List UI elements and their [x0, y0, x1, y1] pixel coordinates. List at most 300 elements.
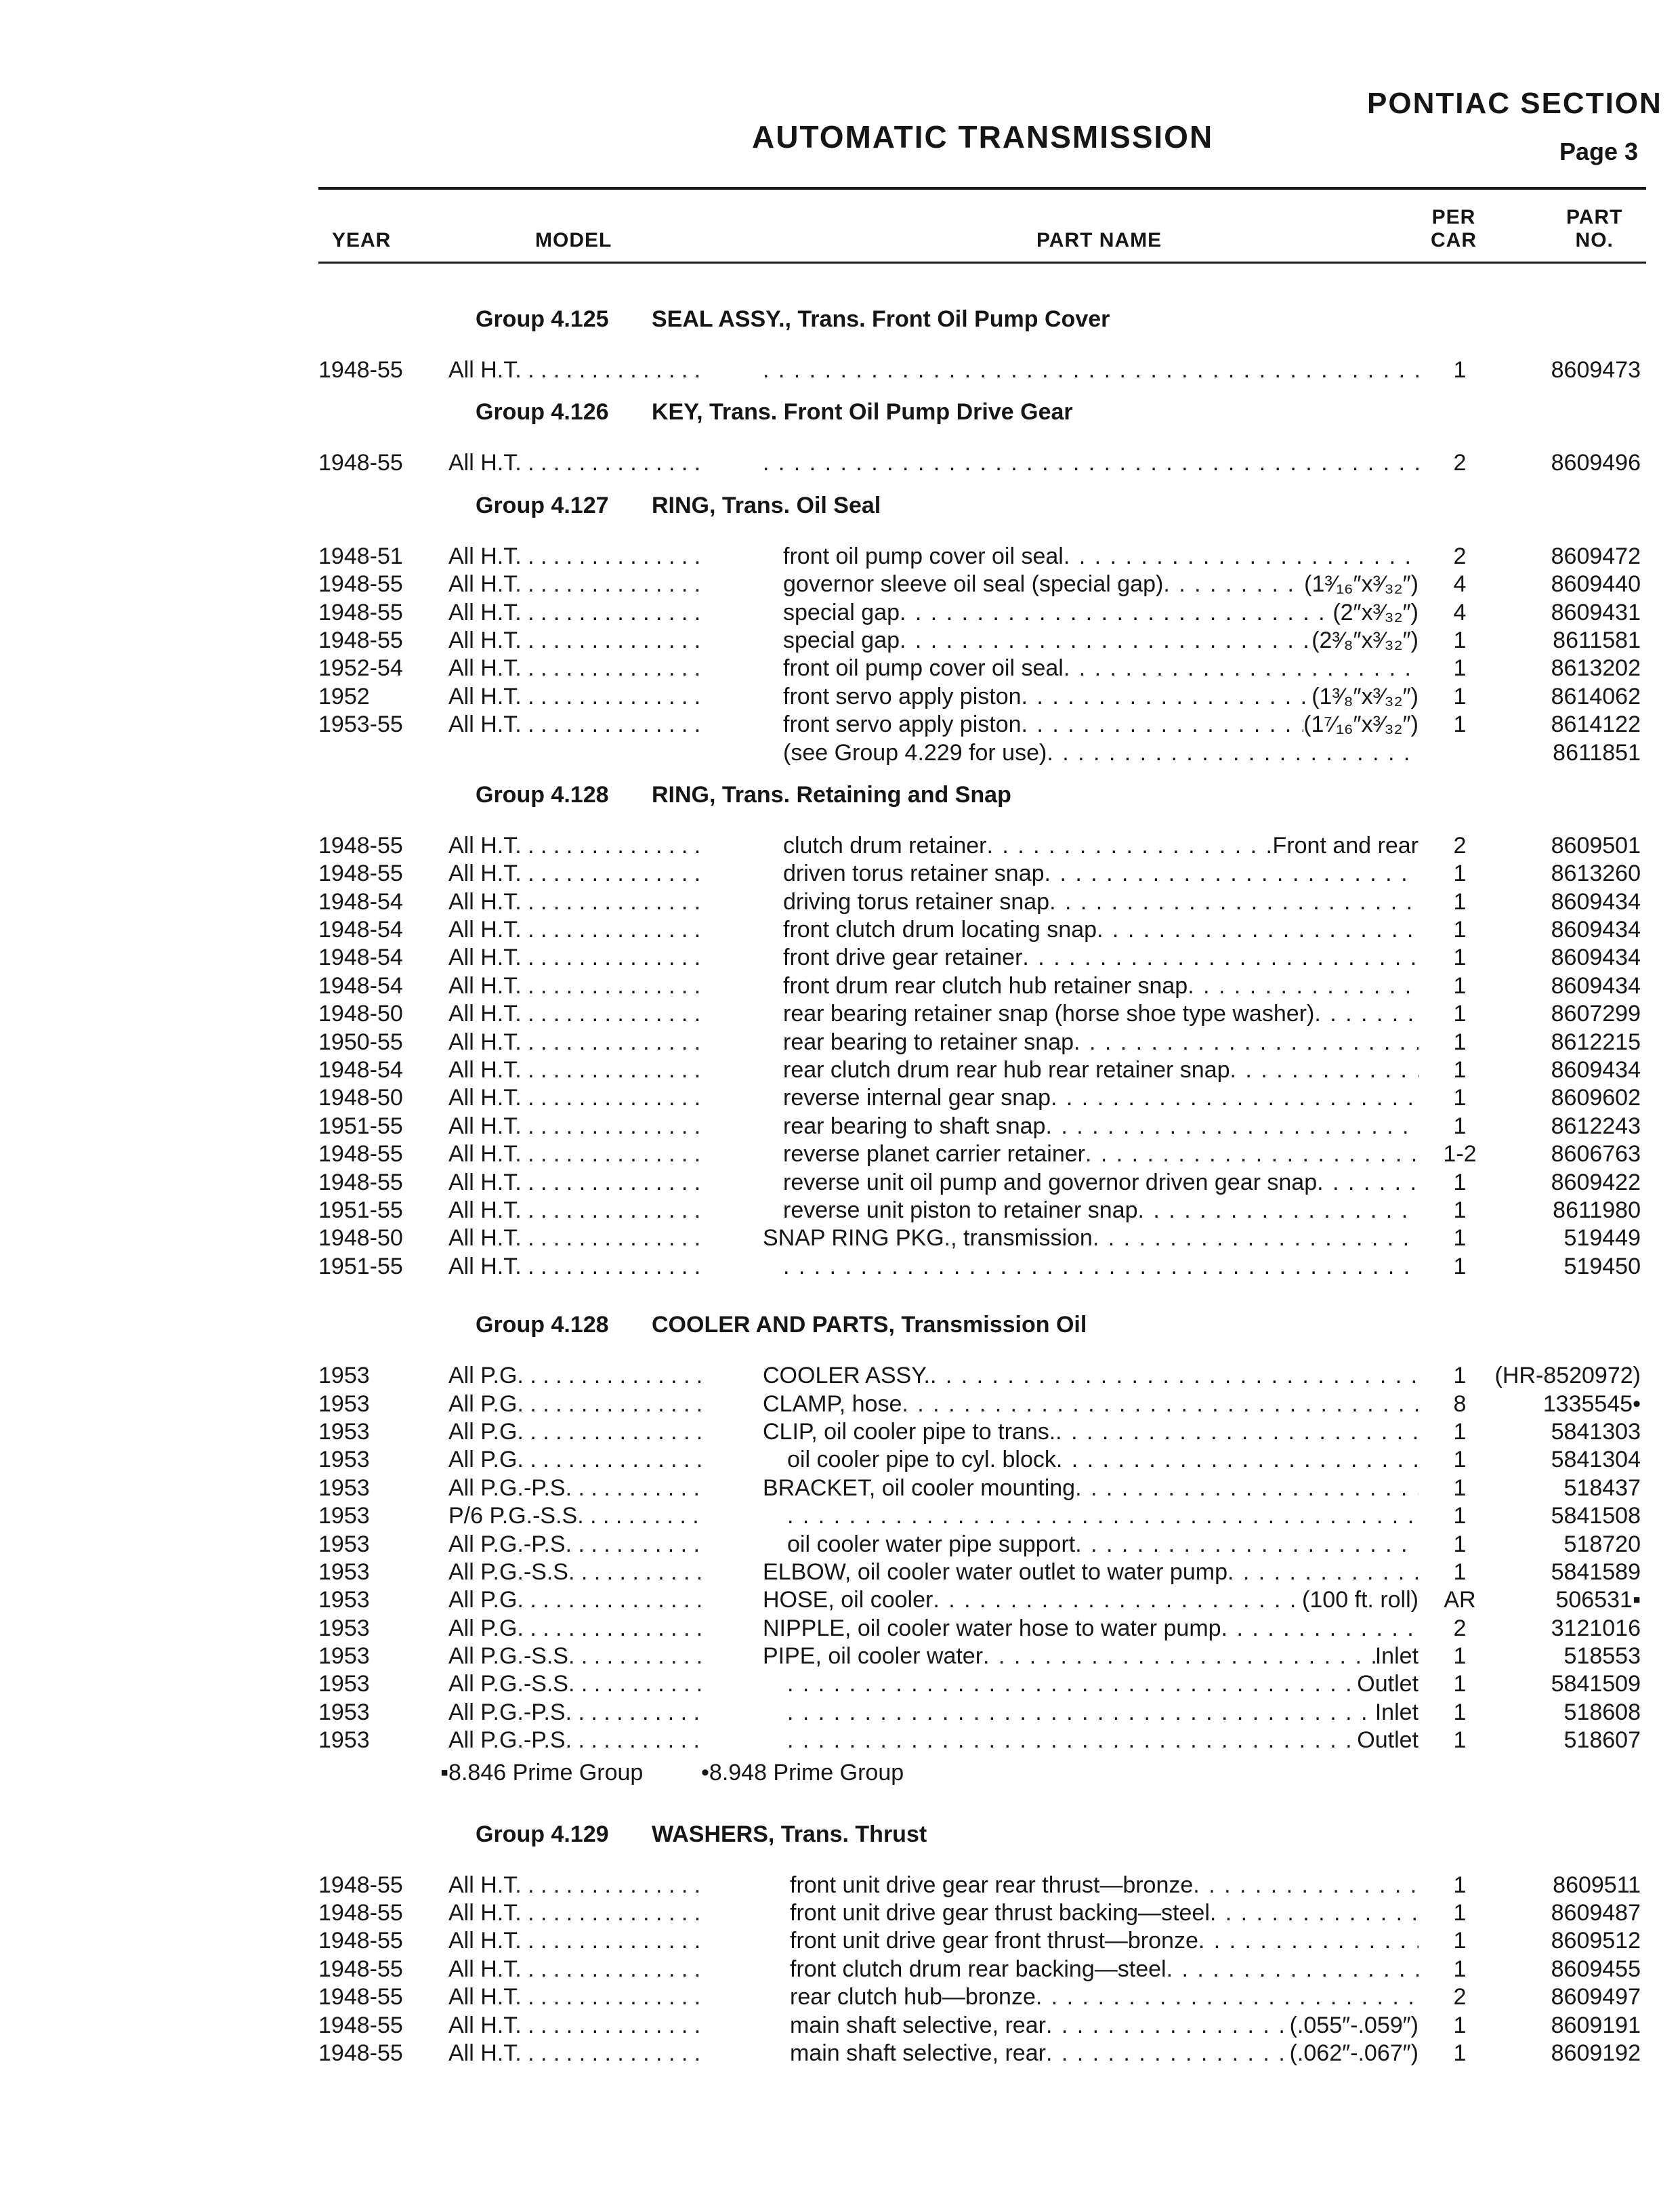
per-car-cell: 2 — [1453, 1984, 1467, 2010]
dot-leader — [1163, 571, 1304, 598]
part-number-cell: 8614122 — [1551, 711, 1641, 738]
indent — [763, 739, 783, 767]
per-car-cell: 1 — [1453, 1085, 1467, 1111]
indent — [763, 543, 783, 571]
per-car-cell: 2 — [1453, 450, 1467, 476]
part-spec: Inlet — [1374, 1643, 1419, 1670]
indent — [763, 1253, 783, 1281]
part-number-cell: 8609487 — [1551, 1900, 1641, 1926]
part-name-cell — [763, 1643, 1419, 1670]
part-name-cell — [763, 860, 1419, 888]
dot-leader — [1022, 683, 1312, 711]
year-cell: 1953 — [318, 1474, 370, 1501]
model-cell: All H.T. . . . — [448, 543, 700, 571]
model-cell: All H.T. . . . — [448, 1224, 700, 1252]
year-cell: 1948-55 — [318, 571, 403, 598]
dot-leader — [1317, 1169, 1419, 1197]
year-cell: 1953 — [318, 1447, 370, 1473]
dot-leader — [1046, 2040, 1290, 2067]
group-name: RING, Trans. Oil Seal — [652, 492, 881, 518]
part-number-cell: 8611980 — [1553, 1197, 1641, 1223]
part-number-cell: 8612215 — [1551, 1029, 1641, 1055]
dot-leader — [1075, 1531, 1419, 1559]
page-title: AUTOMATIC TRANSMISSION — [752, 119, 1214, 154]
indent — [763, 860, 783, 888]
model-cell: All H.T. . . . — [448, 1029, 700, 1056]
per-car-cell: 1 — [1453, 1559, 1467, 1585]
part-name-cell — [763, 599, 1419, 627]
header-rule-bottom — [318, 262, 1646, 264]
table-row — [0, 1056, 1680, 1084]
year-cell: 1948-54 — [318, 972, 403, 999]
year-cell: 1953 — [318, 1559, 370, 1585]
model-cell: All P.G.-P.S. . . . — [448, 1531, 700, 1559]
model-cell: All P.G.-P.S. . . . — [448, 1727, 700, 1754]
model-cell: All H.T. . . . — [448, 1084, 700, 1112]
group-number: Group 4.127 — [476, 492, 609, 518]
dot-leader — [1045, 860, 1419, 888]
part-description: rear bearing retainer snap (horse shoe type washer) — [783, 1001, 1315, 1027]
parts-list — [0, 291, 1680, 2067]
part-description: clutch drum retainer — [783, 832, 987, 859]
part-number-cell: 8609422 — [1551, 1169, 1641, 1195]
table-row — [0, 888, 1680, 916]
model-cell: All H.T. . . . — [448, 1197, 700, 1224]
model-cell: All P.G. . . . — [448, 1586, 700, 1614]
part-name-cell — [763, 1056, 1419, 1084]
part-name-cell — [763, 711, 1419, 739]
model-cell: All H.T. . . . — [448, 1983, 700, 2011]
part-number-cell: 8609434 — [1551, 917, 1641, 943]
part-number-cell: 8609434 — [1551, 972, 1641, 999]
model-cell: All P.G.-S.S. . . . — [448, 1643, 700, 1670]
group-name: RING, Trans. Retaining and Snap — [652, 781, 1011, 808]
model-cell: All H.T. . . . — [448, 1169, 700, 1197]
model-cell: All P.G. . . . — [448, 1446, 700, 1474]
dot-leader — [1227, 1559, 1419, 1586]
model-cell: All P.G. . . . — [448, 1615, 700, 1643]
dot-leader — [1210, 1899, 1419, 1927]
dot-leader — [1022, 944, 1419, 972]
table-row — [0, 1084, 1680, 1112]
dot-leader — [1085, 1140, 1419, 1168]
group-header — [0, 767, 1680, 832]
part-description: front oil pump cover oil seal — [783, 655, 1064, 682]
indent — [763, 1446, 787, 1474]
year-cell: 1953 — [318, 1643, 370, 1670]
part-spec: Outlet — [1357, 1727, 1419, 1754]
part-description: main shaft selective, rear — [790, 2012, 1046, 2038]
part-name-cell — [763, 1727, 1419, 1754]
part-description: front servo apply piston — [783, 683, 1022, 709]
table-row — [0, 1474, 1680, 1502]
part-spec: Outlet — [1357, 1671, 1419, 1697]
table-row — [0, 1872, 1680, 1899]
year-cell: 1950-55 — [318, 1029, 403, 1055]
table-row — [0, 1983, 1680, 2011]
part-description: rear bearing to retainer snap — [783, 1029, 1074, 1055]
part-number-cell: 8612243 — [1551, 1113, 1641, 1139]
part-number-cell: 1335545• — [1542, 1390, 1641, 1417]
group-header — [0, 478, 1680, 543]
dot-leader — [1036, 1983, 1419, 2011]
table-row — [0, 2040, 1680, 2067]
section-spacer — [0, 1790, 1680, 1807]
per-car-cell: 1 — [1453, 1928, 1467, 1954]
dot-leader — [1097, 916, 1419, 944]
part-name-cell — [763, 1872, 1419, 1899]
dot-leader — [787, 1727, 1357, 1754]
model-cell: P/6 P.G.-S.S. . . . — [448, 1502, 700, 1530]
group-header — [0, 1807, 1680, 1872]
model-cell: All H.T. . . . — [448, 571, 700, 598]
part-name-cell — [763, 1253, 1419, 1281]
indent — [763, 1956, 790, 1983]
part-number-cell: 8609434 — [1551, 945, 1641, 971]
indent — [763, 1983, 790, 2011]
per-car-cell: 1 — [1453, 1503, 1467, 1529]
per-car-cell: 1 — [1453, 1643, 1467, 1670]
per-car-cell: 1 — [1453, 1029, 1467, 1055]
per-car-cell: AR — [1444, 1587, 1476, 1613]
year-cell: 1951-55 — [318, 1253, 403, 1279]
part-description: COOLER ASSY. — [763, 1363, 930, 1389]
model-cell: All H.T. . . . — [448, 627, 700, 655]
table-row — [0, 1615, 1680, 1643]
part-description: reverse unit oil pump and governor driven gear snap — [783, 1169, 1318, 1195]
part-description: governor sleeve oil seal (special gap) — [783, 571, 1164, 598]
part-name-cell — [763, 1362, 1419, 1390]
part-spec: (2³⁄₈″x³⁄₃₂″) — [1311, 627, 1419, 653]
group-number: Group 4.128 — [476, 781, 609, 808]
part-description: CLIP, oil cooler pipe to trans. — [763, 1418, 1056, 1445]
per-car-cell: 1 — [1453, 1113, 1467, 1139]
part-name-cell — [763, 571, 1419, 598]
part-number-cell: 518607 — [1563, 1727, 1641, 1754]
footnote: •8.948 Prime Group — [701, 1759, 904, 1786]
part-spec: (.055″-.059″) — [1289, 2012, 1419, 2038]
dot-leader — [902, 1390, 1419, 1418]
dot-leader — [1049, 888, 1419, 916]
dot-leader — [1045, 1113, 1419, 1140]
year-cell: 1948-54 — [318, 917, 403, 943]
part-number-cell: 518608 — [1563, 1699, 1641, 1725]
year-cell: 1948-55 — [318, 1872, 403, 1898]
indent — [763, 888, 783, 916]
part-description: HOSE, oil cooler — [763, 1587, 933, 1613]
part-description: main shaft selective, rear — [790, 2040, 1046, 2066]
year-cell: 1948-55 — [318, 627, 403, 653]
table-row — [0, 1362, 1680, 1390]
part-number-cell: 3121016 — [1551, 1615, 1641, 1641]
part-number-cell: 8609455 — [1551, 1956, 1641, 1982]
indent — [763, 1699, 787, 1727]
part-spec: (1³⁄₁₆″x³⁄₃₂″) — [1304, 571, 1419, 598]
part-name-cell — [763, 832, 1419, 860]
table-row — [0, 655, 1680, 682]
model-cell: All H.T. . . . — [448, 1140, 700, 1168]
part-number-cell: 8613260 — [1551, 861, 1641, 887]
part-name-cell — [763, 1084, 1419, 1112]
part-name-cell — [763, 1927, 1419, 1955]
dot-leader — [1193, 1872, 1419, 1899]
indent — [763, 2040, 790, 2067]
page-number: Page 3 — [1559, 138, 1639, 165]
part-name-cell — [763, 683, 1419, 711]
part-number-cell: 518720 — [1563, 1531, 1641, 1557]
part-name-cell — [763, 1699, 1419, 1727]
year-cell: 1948-51 — [318, 543, 403, 569]
table-row — [0, 1390, 1680, 1418]
part-number-cell: 5841304 — [1551, 1447, 1641, 1473]
dot-leader — [983, 1643, 1375, 1670]
part-name-cell — [763, 449, 1419, 477]
table-row — [0, 1113, 1680, 1140]
year-cell: 1948-55 — [318, 1169, 403, 1195]
year-cell: 1953 — [318, 1531, 370, 1557]
model-cell: All H.T. . . . — [448, 888, 700, 916]
indent — [763, 1140, 783, 1168]
model-cell: All H.T. . . . — [448, 356, 700, 384]
per-car-cell: 1 — [1453, 1447, 1467, 1473]
part-number-cell: 8609434 — [1551, 888, 1641, 915]
indent — [763, 1169, 783, 1197]
indent — [763, 916, 783, 944]
table-row — [0, 1253, 1680, 1281]
indent — [763, 1899, 790, 1927]
part-number-cell: 518437 — [1563, 1474, 1641, 1501]
year-cell: 1953 — [318, 1615, 370, 1641]
table-row — [0, 1899, 1680, 1927]
part-description: oil cooler pipe to cyl. block — [787, 1447, 1056, 1473]
part-number-cell: 8611851 — [1553, 739, 1641, 766]
part-number-cell: 5841509 — [1551, 1671, 1641, 1697]
part-description: rear clutch drum rear hub rear retainer snap — [783, 1057, 1230, 1083]
per-car-cell: 4 — [1453, 599, 1467, 625]
section-title: PONTIAC SECTION — [1367, 87, 1662, 120]
year-cell: 1953 — [318, 1671, 370, 1697]
indent — [763, 1029, 783, 1056]
table-row — [0, 1727, 1680, 1754]
table-row — [0, 1956, 1680, 1983]
indent — [763, 571, 783, 598]
indent — [763, 655, 783, 682]
part-number-cell: 8609511 — [1553, 1872, 1641, 1898]
part-number-cell: (HR-8520972) — [1494, 1363, 1641, 1389]
year-cell: 1948-50 — [318, 1085, 403, 1111]
year-cell: 1948-54 — [318, 888, 403, 915]
part-spec: (1⁷⁄₁₆″x³⁄₃₂″) — [1303, 711, 1419, 738]
part-description: SNAP RING PKG., transmission — [763, 1225, 1093, 1252]
group-number: Group 4.129 — [476, 1821, 609, 1847]
year-cell: 1948-55 — [318, 2040, 403, 2066]
per-car-cell: 1 — [1453, 945, 1467, 971]
column-header-per-car: PER CAR — [1431, 206, 1477, 251]
per-car-cell: 1 — [1453, 1872, 1467, 1898]
dot-leader — [900, 599, 1332, 627]
indent — [763, 1084, 783, 1112]
table-row — [0, 1586, 1680, 1614]
per-car-cell: 1 — [1453, 357, 1467, 383]
year-cell: 1948-55 — [318, 1956, 403, 1982]
model-cell: All H.T. . . . — [448, 860, 700, 888]
group-header — [0, 1297, 1680, 1362]
part-name-cell — [763, 916, 1419, 944]
part-description: front clutch drum locating snap — [783, 917, 1097, 943]
column-header-model: MODEL — [535, 229, 612, 251]
table-row — [0, 683, 1680, 711]
part-spec: (2″x³⁄₃₂″) — [1332, 599, 1419, 625]
dot-leader — [783, 1253, 1419, 1281]
indent — [763, 1927, 790, 1955]
part-number-cell: 506531▪ — [1555, 1587, 1641, 1613]
part-name-cell — [763, 627, 1419, 655]
per-car-cell: 1 — [1453, 1474, 1467, 1501]
part-name-cell — [763, 739, 1419, 767]
dot-leader — [1064, 655, 1419, 682]
dot-leader — [1051, 1084, 1419, 1112]
year-cell: 1948-55 — [318, 1900, 403, 1926]
part-name-cell — [763, 972, 1419, 1000]
part-name-cell — [763, 1113, 1419, 1140]
part-description: reverse internal gear snap — [783, 1085, 1051, 1111]
part-name-cell — [763, 1029, 1419, 1056]
year-cell: 1953 — [318, 1699, 370, 1725]
model-cell: All H.T. . . . — [448, 711, 700, 739]
part-description: reverse unit piston to retainer snap — [783, 1197, 1138, 1223]
indent — [763, 832, 783, 860]
per-car-cell: 1 — [1453, 1363, 1467, 1389]
part-name-cell — [763, 1983, 1419, 2011]
part-number-cell: 8609191 — [1551, 2012, 1641, 2038]
model-cell: All P.G.-S.S. . . . — [448, 1670, 700, 1698]
year-cell: 1951-55 — [318, 1113, 403, 1139]
year-cell: 1953 — [318, 1727, 370, 1754]
year-cell: 1948-55 — [318, 1928, 403, 1954]
table-row — [0, 1927, 1680, 1955]
model-cell: All P.G. . . . — [448, 1418, 700, 1446]
group-name: WASHERS, Trans. Thrust — [652, 1821, 927, 1847]
part-name-cell — [763, 1956, 1419, 1983]
model-cell: All H.T. . . . — [448, 972, 700, 1000]
indent — [763, 683, 783, 711]
part-name-cell — [763, 1390, 1419, 1418]
per-car-cell: 1 — [1453, 1956, 1467, 1982]
indent — [763, 599, 783, 627]
per-car-cell: 8 — [1453, 1390, 1467, 1417]
model-cell: All H.T. . . . — [448, 1899, 700, 1927]
dot-leader — [1046, 2012, 1290, 2040]
model-cell: All H.T. . . . — [448, 944, 700, 972]
table-row — [0, 1446, 1680, 1474]
part-name-cell — [763, 1169, 1419, 1197]
per-car-cell: 1 — [1453, 683, 1467, 709]
part-number-cell: 8609431 — [1551, 599, 1641, 625]
indent — [763, 1502, 787, 1530]
table-row — [0, 832, 1680, 860]
part-number-cell: 8609497 — [1551, 1984, 1641, 2010]
per-car-cell: 1 — [1453, 888, 1467, 915]
model-cell: All H.T. . . . — [448, 655, 700, 682]
dot-leader — [763, 449, 1419, 477]
model-cell: All P.G.-P.S. . . . — [448, 1699, 700, 1727]
part-description: rear clutch hub—bronze — [790, 1984, 1036, 2010]
model-cell: All H.T. . . . — [448, 1056, 700, 1084]
dot-leader — [1198, 1927, 1419, 1955]
dot-leader — [900, 627, 1311, 655]
per-car-cell: 2 — [1453, 1615, 1467, 1641]
indent — [763, 1872, 790, 1899]
part-name-cell — [763, 944, 1419, 972]
year-cell: 1951-55 — [318, 1197, 403, 1223]
indent — [763, 1197, 783, 1224]
part-name-cell — [763, 1000, 1419, 1028]
header-rule-top — [318, 187, 1646, 190]
per-car-cell: 1 — [1453, 2040, 1467, 2066]
group-number: Group 4.128 — [476, 1312, 609, 1338]
group-name: KEY, Trans. Front Oil Pump Drive Gear — [652, 399, 1073, 426]
part-number-cell: 8609512 — [1551, 1928, 1641, 1954]
part-description: front clutch drum rear backing—steel — [790, 1956, 1167, 1982]
dot-leader — [787, 1670, 1357, 1698]
per-car-cell: 1 — [1453, 1253, 1467, 1279]
part-description: front unit drive gear rear thrust—bronze — [790, 1872, 1194, 1898]
part-number-cell: 5841508 — [1551, 1503, 1641, 1529]
table-row — [0, 1140, 1680, 1168]
part-number-cell: 8609472 — [1551, 543, 1641, 569]
dot-leader — [787, 1502, 1419, 1530]
part-name-cell — [763, 1899, 1419, 1927]
part-number-cell: 519449 — [1563, 1225, 1641, 1252]
part-name-cell — [763, 1224, 1419, 1252]
part-name-cell — [763, 1446, 1419, 1474]
group-header — [0, 291, 1680, 356]
part-name-cell — [763, 1586, 1419, 1614]
table-row — [0, 1197, 1680, 1224]
column-header-part-no: PART NO. — [1566, 206, 1623, 251]
model-cell: All P.G.-S.S. . . . — [448, 1559, 700, 1586]
dot-leader — [787, 1699, 1375, 1727]
dot-leader — [1314, 1000, 1419, 1028]
part-name-cell — [763, 1615, 1419, 1643]
group-header — [0, 384, 1680, 449]
part-description: special gap — [783, 627, 900, 653]
table-row — [0, 972, 1680, 1000]
dot-leader — [1022, 711, 1304, 739]
per-car-cell: 1 — [1453, 655, 1467, 682]
table-row — [0, 543, 1680, 571]
model-cell: All H.T. . . . — [448, 1000, 700, 1028]
model-cell: All H.T. . . . — [448, 1956, 700, 1983]
part-number-cell: 8609434 — [1551, 1057, 1641, 1083]
year-cell: 1948-55 — [318, 861, 403, 887]
per-car-cell: 1 — [1453, 917, 1467, 943]
part-number-cell: 8606763 — [1551, 1141, 1641, 1168]
year-cell: 1953 — [318, 1363, 370, 1389]
part-description: front unit drive gear thrust backing—steel — [790, 1900, 1210, 1926]
table-row — [0, 1670, 1680, 1698]
group-number: Group 4.125 — [476, 306, 609, 332]
table-row — [0, 1559, 1680, 1586]
per-car-cell: 1 — [1453, 1727, 1467, 1754]
part-name-cell — [763, 543, 1419, 571]
model-cell: All H.T. . . . — [448, 2040, 700, 2067]
dot-leader — [1074, 1029, 1419, 1056]
part-name-cell — [763, 1140, 1419, 1168]
part-number-cell: 8609602 — [1551, 1085, 1641, 1111]
part-description: NIPPLE, oil cooler water hose to water pump — [763, 1615, 1221, 1641]
part-description: CLAMP, hose — [763, 1390, 902, 1417]
